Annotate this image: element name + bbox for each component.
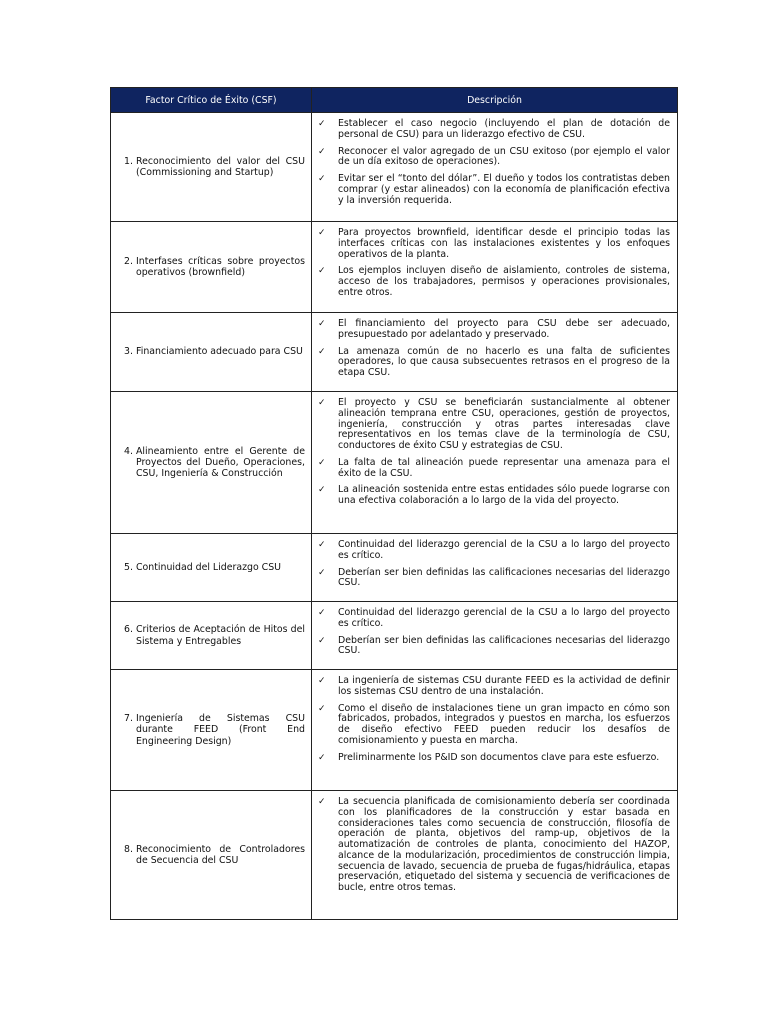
factor-text: Financiamiento adecuado para CSU [136, 346, 303, 358]
checkmark-icon: ✓ [318, 567, 326, 578]
description-bullet [318, 266, 670, 298]
table-row [111, 791, 678, 920]
checkmark-icon: ✓ [318, 119, 326, 129]
description-bullet [318, 347, 670, 379]
factor-text: Alineamiento entre el Gerente de Proyectos del Dueño, Operaciones, CSU, Ingeniería & Construcción [136, 445, 305, 480]
checkmark-icon: ✓ [318, 319, 326, 329]
bullet-text: Establecer el caso negocio (incluyendo el plan de dotación de personal de CSU) para un liderazgo efectivo de CSU. [338, 118, 670, 140]
description-bullet [318, 228, 670, 260]
description-bullet [318, 398, 670, 452]
checkmark-icon: ✓ [318, 146, 326, 157]
factor-cell [111, 602, 312, 670]
factor-line [115, 844, 305, 867]
bullet-text: Evitar ser el “tonto del dólar”. El dueño y todos los contratistas deben comprar (y estar alineados) con la economía de planificación efectiva y la inversión requerida. [338, 173, 670, 206]
description-cell [312, 113, 678, 222]
bullet-text: El financiamiento del proyecto para CSU debe ser adecuado, presupuestado por adelantado y preservado. [338, 318, 670, 340]
checkmark-icon: ✓ [318, 398, 326, 408]
table-row [111, 313, 678, 392]
factor-cell [111, 392, 312, 534]
bullet-text: Continuidad del liderazgo gerencial de la CSU a lo largo del proyecto es crítico. [338, 607, 670, 629]
description-bullet [318, 174, 670, 206]
checkmark-icon: ✓ [318, 635, 326, 646]
factor-line [115, 256, 305, 279]
description-cell [312, 222, 678, 313]
factor-cell [111, 113, 312, 222]
description-bullet [318, 704, 670, 747]
description-cell [312, 670, 678, 791]
bullet-text: Deberían ser bien definidas las calificaciones necesarias del liderazgo CSU. [338, 566, 670, 589]
factor-number: 3. [124, 346, 133, 358]
factor-cell [111, 791, 312, 920]
factor-line [115, 346, 305, 357]
checkmark-icon: ✓ [318, 676, 326, 686]
description-bullet [318, 797, 670, 894]
description-cell [312, 313, 678, 392]
bullet-text: La ingeniería de sistemas CSU durante FEED es la actividad de definir los sistemas CSU dentro de una instalación. [338, 675, 670, 697]
factor-text: Reconocimiento de Controladores de Secuencia del CSU [136, 843, 305, 866]
factor-number: 7. [124, 713, 133, 725]
bullet-text: Preliminarmente los P&ID son documentos clave para este esfuerzo. [338, 751, 660, 763]
description-cell [312, 392, 678, 534]
table-row [111, 534, 678, 602]
checkmark-icon: ✓ [318, 457, 326, 468]
bullet-text: Para proyectos brownfield, identificar desde el principio todas las interfaces críticas con las instalaciones existentes y los enfoques operativos de la planta. [338, 227, 670, 260]
factor-text: Ingeniería de Sistemas CSU durante FEED (Front End Engineering Design) [136, 713, 305, 747]
factor-cell [111, 670, 312, 791]
table-row [111, 113, 678, 222]
checkmark-icon: ✓ [318, 346, 326, 357]
description-cell [312, 534, 678, 602]
table-row [111, 222, 678, 313]
factor-line [115, 713, 305, 747]
bullet-text: La amenaza común de no hacerlo es una falta de suficientes operadores, lo que causa subsecuentes retrasos en el progreso de la etapa CSU. [338, 345, 670, 378]
factor-text: Reconocimiento del valor del CSU (Commissioning and Startup) [136, 155, 305, 178]
factor-number: 5. [124, 561, 133, 573]
description-bullet [318, 119, 670, 141]
checkmark-icon: ✓ [318, 485, 326, 496]
factor-line [115, 624, 305, 647]
factor-text: Interfases críticas sobre proyectos operativos (brownfield) [136, 255, 305, 278]
description-bullet [318, 608, 670, 630]
bullet-text: La alineación sostenida entre estas entidades sólo puede lograrse con una efectiva colaboración a lo largo de la vida del proyecto. [338, 484, 670, 506]
description-bullet [318, 458, 670, 480]
bullet-text: Deberían ser bien definidas las calificaciones necesarias del liderazgo CSU. [338, 634, 670, 657]
bullet-text: Continuidad del liderazgo gerencial de la CSU a lo largo del proyecto es crítico. [338, 539, 670, 561]
checkmark-icon: ✓ [318, 608, 326, 618]
factor-text: Continuidad del Liderazgo CSU [136, 561, 282, 573]
description-bullet [318, 636, 670, 658]
factor-cell [111, 222, 312, 313]
checkmark-icon: ✓ [318, 797, 326, 807]
factor-cell [111, 313, 312, 392]
bullet-text: Como el diseño de instalaciones tiene un gran impacto en cómo son fabricados, probados, integrados y puestos en marcha, los esfuerzos de diseño efectivo FEED pueden reducir los desafíos de comisionamiento y puesta en marcha. [338, 702, 670, 746]
factor-cell [111, 534, 312, 602]
checkmark-icon: ✓ [318, 174, 326, 184]
table-row [111, 392, 678, 534]
description-bullet [318, 540, 670, 562]
bullet-text: La secuencia planificada de comisionamiento debería ser coordinada con los planificadores de la construcción y estar basada en consideraciones tales como secuencia de construcción, filosofía de operación de planta, objetivos del ramp-up, objetivos de la automatización de controles de planta, conocimiento del HAZOP, alcance de la modularización, procedimientos de construcción limpia, secuencia de lavado, secuencia de prueba de fugas/hidráulica, etapas preservación, etiquetado del sistema y secuencia de verificaciones de bucle, entre otros temas. [338, 796, 670, 893]
checkmark-icon: ✓ [318, 703, 326, 714]
factor-number: 1. [124, 155, 133, 167]
factor-number: 4. [124, 445, 133, 457]
description-cell [312, 602, 678, 670]
checkmark-icon: ✓ [318, 266, 326, 277]
factor-text: Criterios de Aceptación de Hitos del Sistema y Entregables [136, 624, 305, 647]
header-factor: Factor Crítico de Éxito (CSF) [111, 88, 312, 113]
description-bullet [318, 676, 670, 698]
factor-number: 6. [124, 624, 133, 636]
table-row [111, 670, 678, 791]
csf-table [110, 87, 678, 920]
description-bullet [318, 753, 670, 764]
factor-line [115, 156, 305, 179]
table-row [111, 602, 678, 670]
header-description: Descripción [312, 88, 678, 113]
description-bullet [318, 319, 670, 341]
factor-number: 8. [124, 843, 133, 855]
description-cell [312, 791, 678, 920]
description-bullet [318, 568, 670, 590]
checkmark-icon: ✓ [318, 540, 326, 550]
bullet-text: Reconocer el valor agregado de un CSU exitoso (por ejemplo el valor de un día exitoso de operaciones). [338, 145, 670, 168]
description-bullet [318, 147, 670, 169]
factor-number: 2. [124, 255, 133, 267]
table-header-row [111, 88, 678, 113]
factor-line [115, 446, 305, 480]
checkmark-icon: ✓ [318, 752, 326, 763]
bullet-text: Los ejemplos incluyen diseño de aislamiento, controles de sistema, acceso de los trabajadores, permisos y operaciones provisionales, entre otros. [338, 265, 670, 298]
factor-line [115, 562, 305, 573]
bullet-text: El proyecto y CSU se beneficiarán sustancialmente al obtener alineación temprana entre CSU, operaciones, gestión de proyectos, ingeniería, construcción y otras partes interesadas clave representativos en los temas clave de la terminología de CSU, conductores de éxito CSU y estrategias de CSU. [338, 397, 670, 451]
checkmark-icon: ✓ [318, 228, 326, 238]
bullet-text: La falta de tal alineación puede representar una amenaza para el éxito de la CSU. [338, 456, 670, 479]
description-bullet [318, 485, 670, 507]
